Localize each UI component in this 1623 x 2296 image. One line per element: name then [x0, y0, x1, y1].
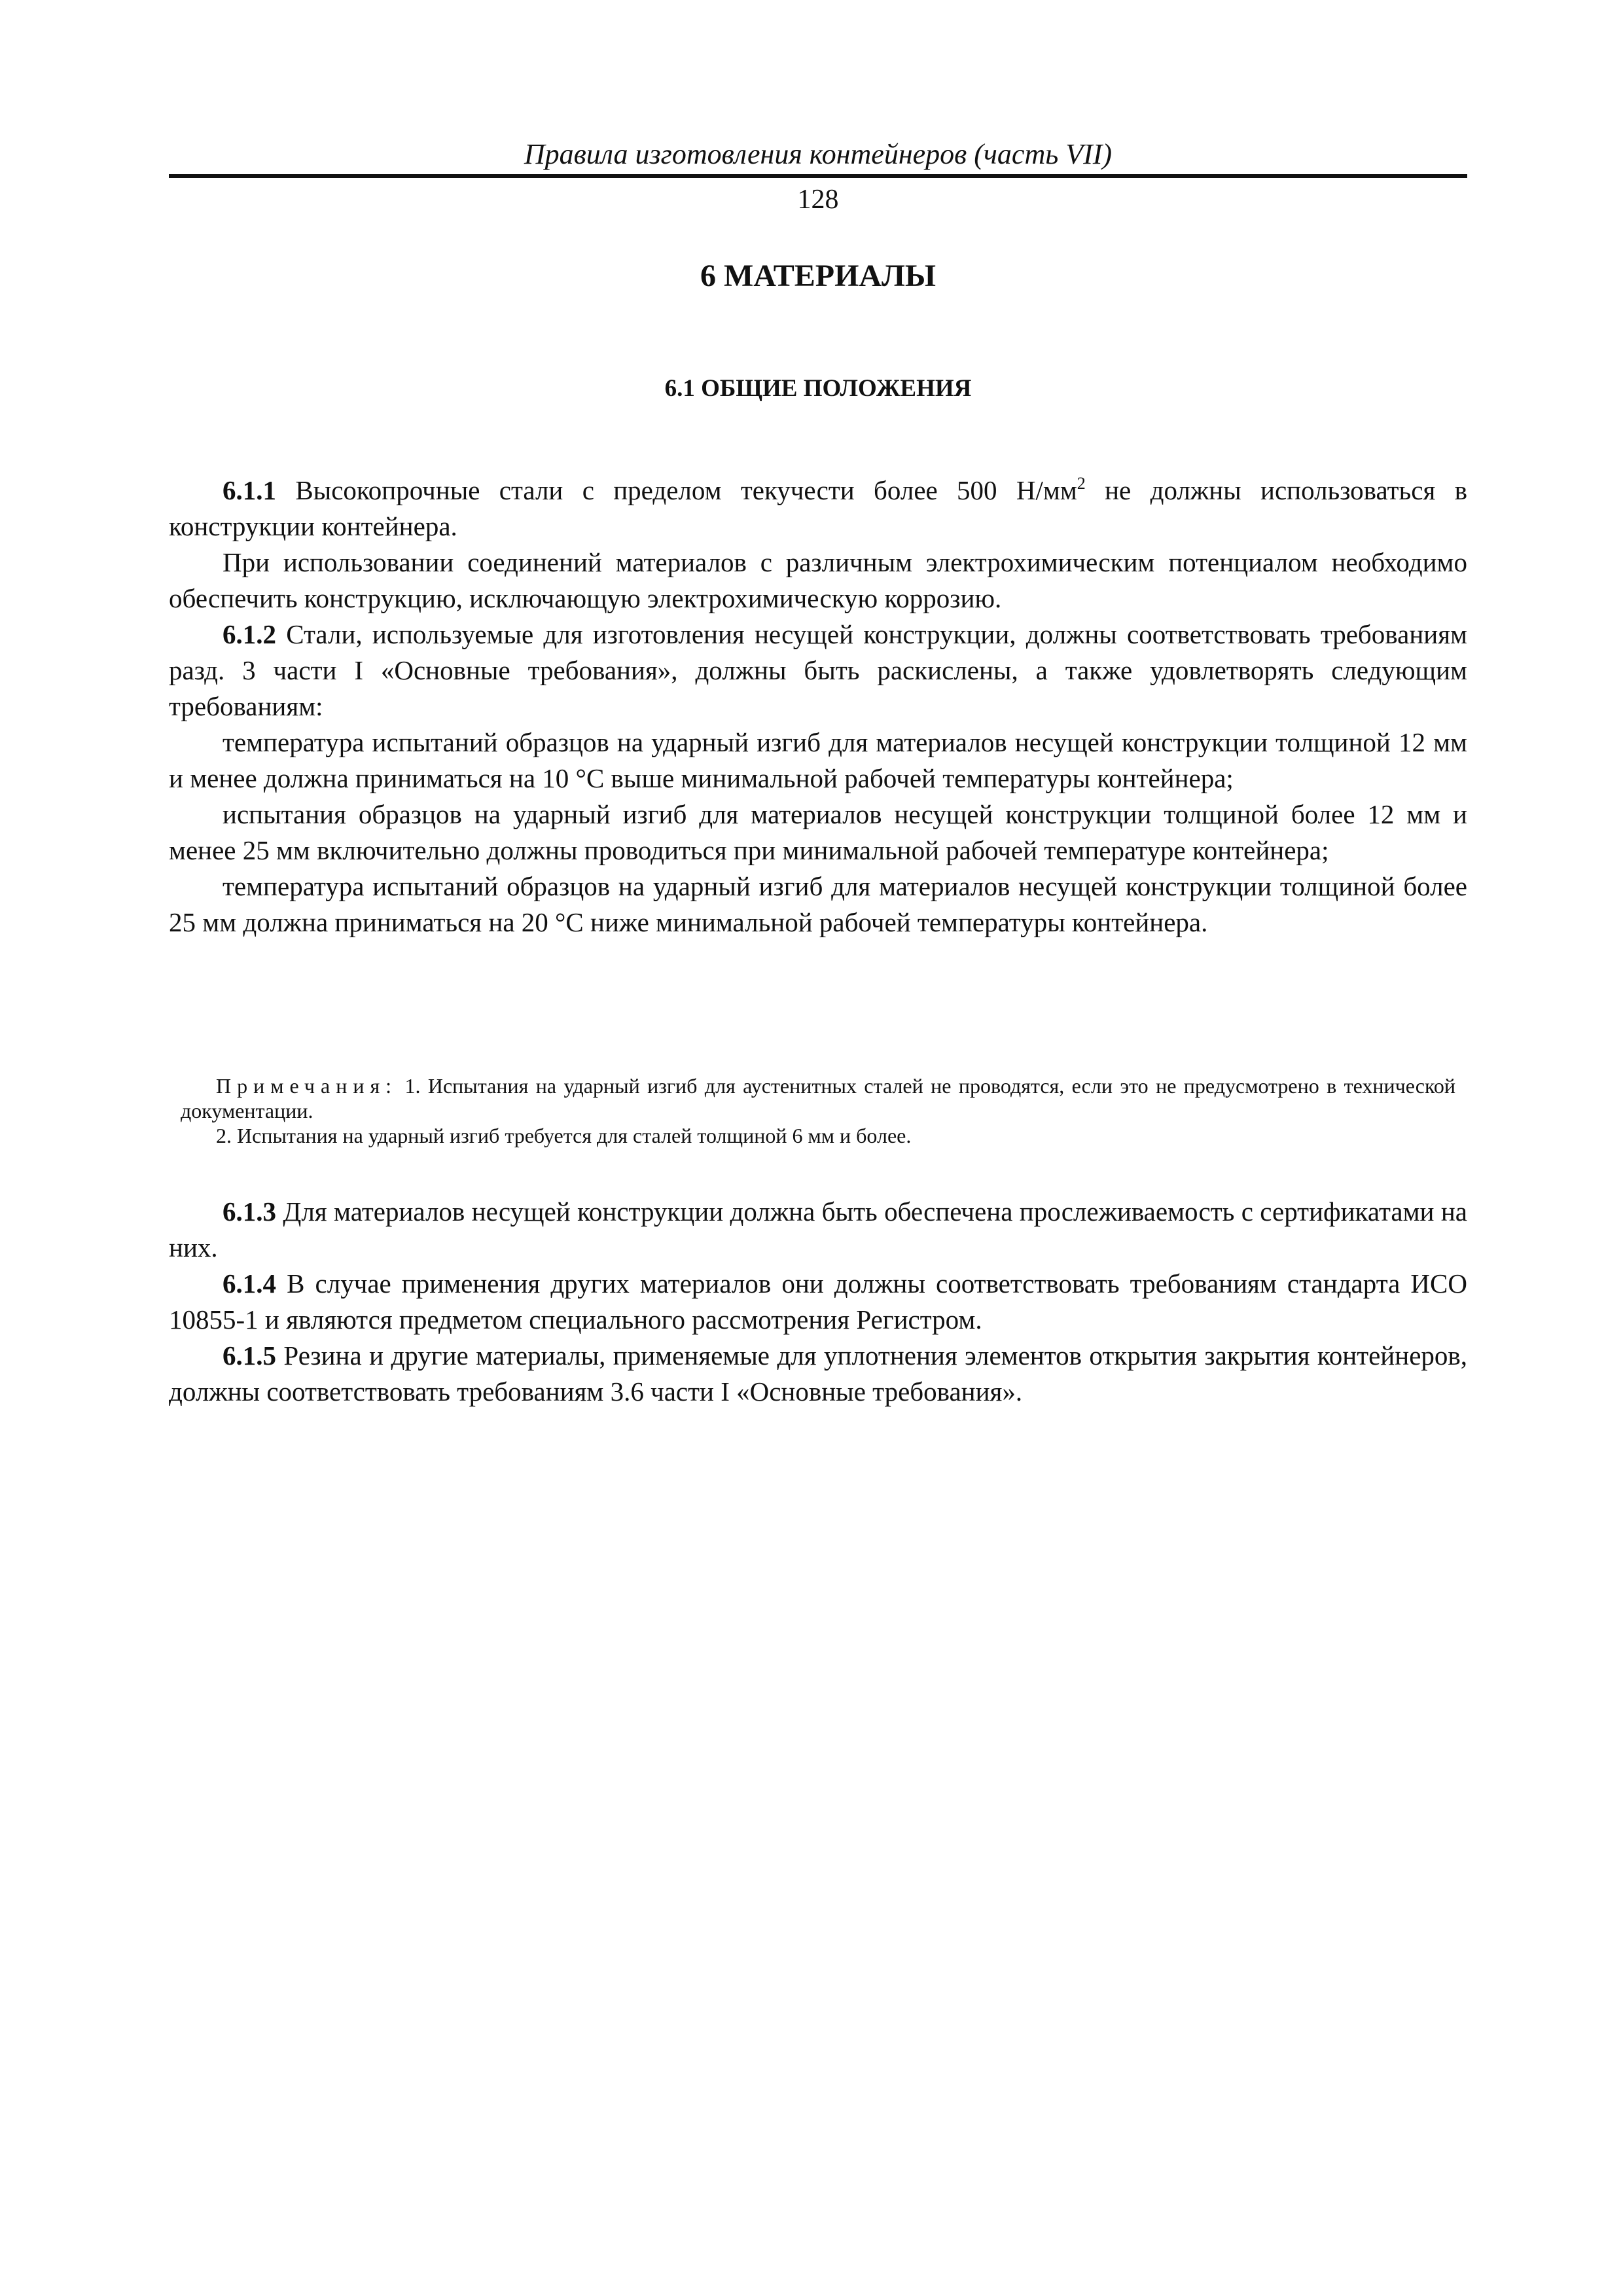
chapter-title: 6 МАТЕРИАЛЫ — [700, 259, 936, 293]
header-rule — [169, 174, 1467, 178]
note-2: 2. Испытания на ударный изгиб требуется для сталей толщиной 6 мм и более. — [216, 1124, 912, 1147]
notes-label: Примечания: — [216, 1074, 398, 1098]
notes-block — [181, 1073, 1455, 1148]
paragraph-text: Резина и другие материалы, применяемые для уплотнения элементов открытия закрытия контейнеров, должны соответствовать требованиям 3.6 части I «Основные требования». — [169, 1340, 1467, 1407]
paragraph-text: не должны использоваться в конструкции контейнера. — [169, 475, 1467, 541]
paragraph-text: Высокопрочные стали с пределом текучести более 500 Н/мм — [276, 475, 1077, 505]
clause-number: 6.1.3 — [223, 1196, 276, 1227]
requirement-item-1: температура испытаний образцов на ударный изгиб для материалов несущей конструкции толщиной 12 мм и менее должна приниматься на 10 °С выше минимальной рабочей температуры контейнера; — [169, 727, 1467, 793]
clause-number: 6.1.4 — [223, 1268, 276, 1299]
body-text-main — [169, 473, 1467, 941]
clause-number: 6.1.1 — [223, 475, 276, 505]
paragraph-text: Стали, используемые для изготовления несущей конструкции, должны соответствовать требованиям разд. 3 части I «Основные требования», должны быть раскислены, а также удовлетворять следующим требованиям: — [169, 619, 1467, 721]
paragraph-text: Для материалов несущей конструкции должна быть обеспечена прослеживаемость с сертификатами на них. — [169, 1196, 1467, 1263]
section-title: 6.1 ОБЩИЕ ПОЛОЖЕНИЯ — [664, 375, 972, 402]
paragraph-6-1-1-corrosion: При использовании соединений материалов с различным электрохимическим потенциалом необходимо обеспечить конструкцию, исключающую электрохимическую коррозию. — [169, 547, 1467, 613]
paragraph-6-1-2 — [169, 617, 1467, 725]
superscript: 2 — [1077, 474, 1086, 493]
paragraph-text: В случае применения других материалов они должны соответствовать требованиям стандарта ИСО 10855-1 и являются предметом специального рассмотрения Регистром. — [169, 1268, 1467, 1335]
requirement-item-3: температура испытаний образцов на ударный изгиб для материалов несущей конструкции толщиной более 25 мм должна приниматься на 20 °С ниже минимальной рабочей температуры контейнера. — [169, 871, 1467, 937]
clause-number: 6.1.2 — [223, 619, 276, 649]
requirement-item-2: испытания образцов на ударный изгиб для материалов несущей конструкции толщиной более 12 мм и менее 25 мм включительно должны проводиться при минимальной рабочей температуре контейнера; — [169, 799, 1467, 865]
clause-number: 6.1.5 — [223, 1340, 276, 1371]
paragraph-6-1-1 — [169, 473, 1467, 545]
paragraph-6-1-5 — [169, 1338, 1467, 1410]
paragraph-6-1-4 — [169, 1266, 1467, 1338]
note-1-text: 1. Испытания на ударный изгиб для аустенитных сталей не проводятся, если это не предусмотрено в технической документации. — [181, 1074, 1455, 1122]
page-number: 128 — [797, 185, 839, 215]
body-text-continued — [169, 1194, 1467, 1410]
paragraph-6-1-3 — [169, 1194, 1467, 1266]
note-1 — [181, 1073, 1455, 1123]
running-header: Правила изготовления контейнеров (часть VII) — [524, 138, 1113, 170]
